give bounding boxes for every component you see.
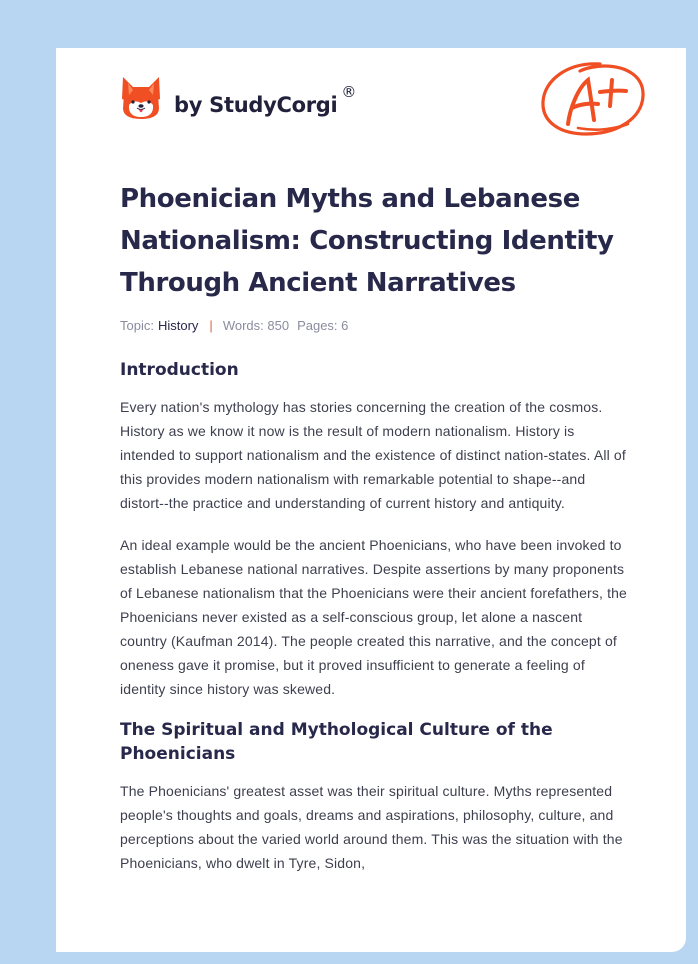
section-heading-spiritual-culture: The Spiritual and Mythological Culture of the Phoenicians <box>120 720 553 764</box>
document-card <box>56 48 686 952</box>
section-heading-introduction: Introduction <box>120 360 239 380</box>
paragraph: The Phoenicians' greatest asset was their spiritual culture. Myths represented people's thoughts and goals, dreams and aspirations, philosophy, culture, and perceptions about the varied world around them. This was the situation with the Phoenicians, who dwelt in Tyre, Sidon, <box>120 783 623 871</box>
paragraph: Every nation's mythology has stories concerning the creation of the cosmos. History as we know it now is the result of modern nationalism. History is intended to support nationalism and the existence of distinct nation-states. All of this provides modern nationalism with remarkable potential to shape--and distort--the practice and understanding of current history and antiquity. <box>120 399 626 511</box>
corgi-logo-icon <box>120 75 162 121</box>
page-count: Pages: 6 <box>297 317 349 333</box>
word-count: Words: 850 <box>222 317 290 333</box>
registered-mark: ® <box>341 83 357 101</box>
page-title: Phoenician Myths and Lebanese Nationalism: Constructing Identity Through Ancient Narratives <box>120 184 614 298</box>
brand-name: by StudyCorgi <box>174 93 338 117</box>
page-header <box>56 48 686 158</box>
paragraph: An ideal example would be the ancient Phoenicians, who have been invoked to establish Lebanese national narratives. Despite assertions by many proponents of Lebanese nationalism that the Phoenicians were their ancient forefathers, the Phoenicians never existed as a self-conscious group, let alone a nascent country (Kaufman 2014). The people created this narrative, and the concept of oneness gave it promise, but it proved insufficient to generate a feeling of identity since history was skewed. <box>120 537 627 697</box>
studycorgi-logo[interactable] <box>120 75 356 121</box>
article-content <box>120 178 630 875</box>
meta-separator: | <box>209 317 213 333</box>
topic-label: Topic: <box>120 317 154 333</box>
topic-link[interactable]: History <box>157 317 199 333</box>
a-plus-grade-icon <box>538 58 648 140</box>
article-meta <box>120 315 630 335</box>
